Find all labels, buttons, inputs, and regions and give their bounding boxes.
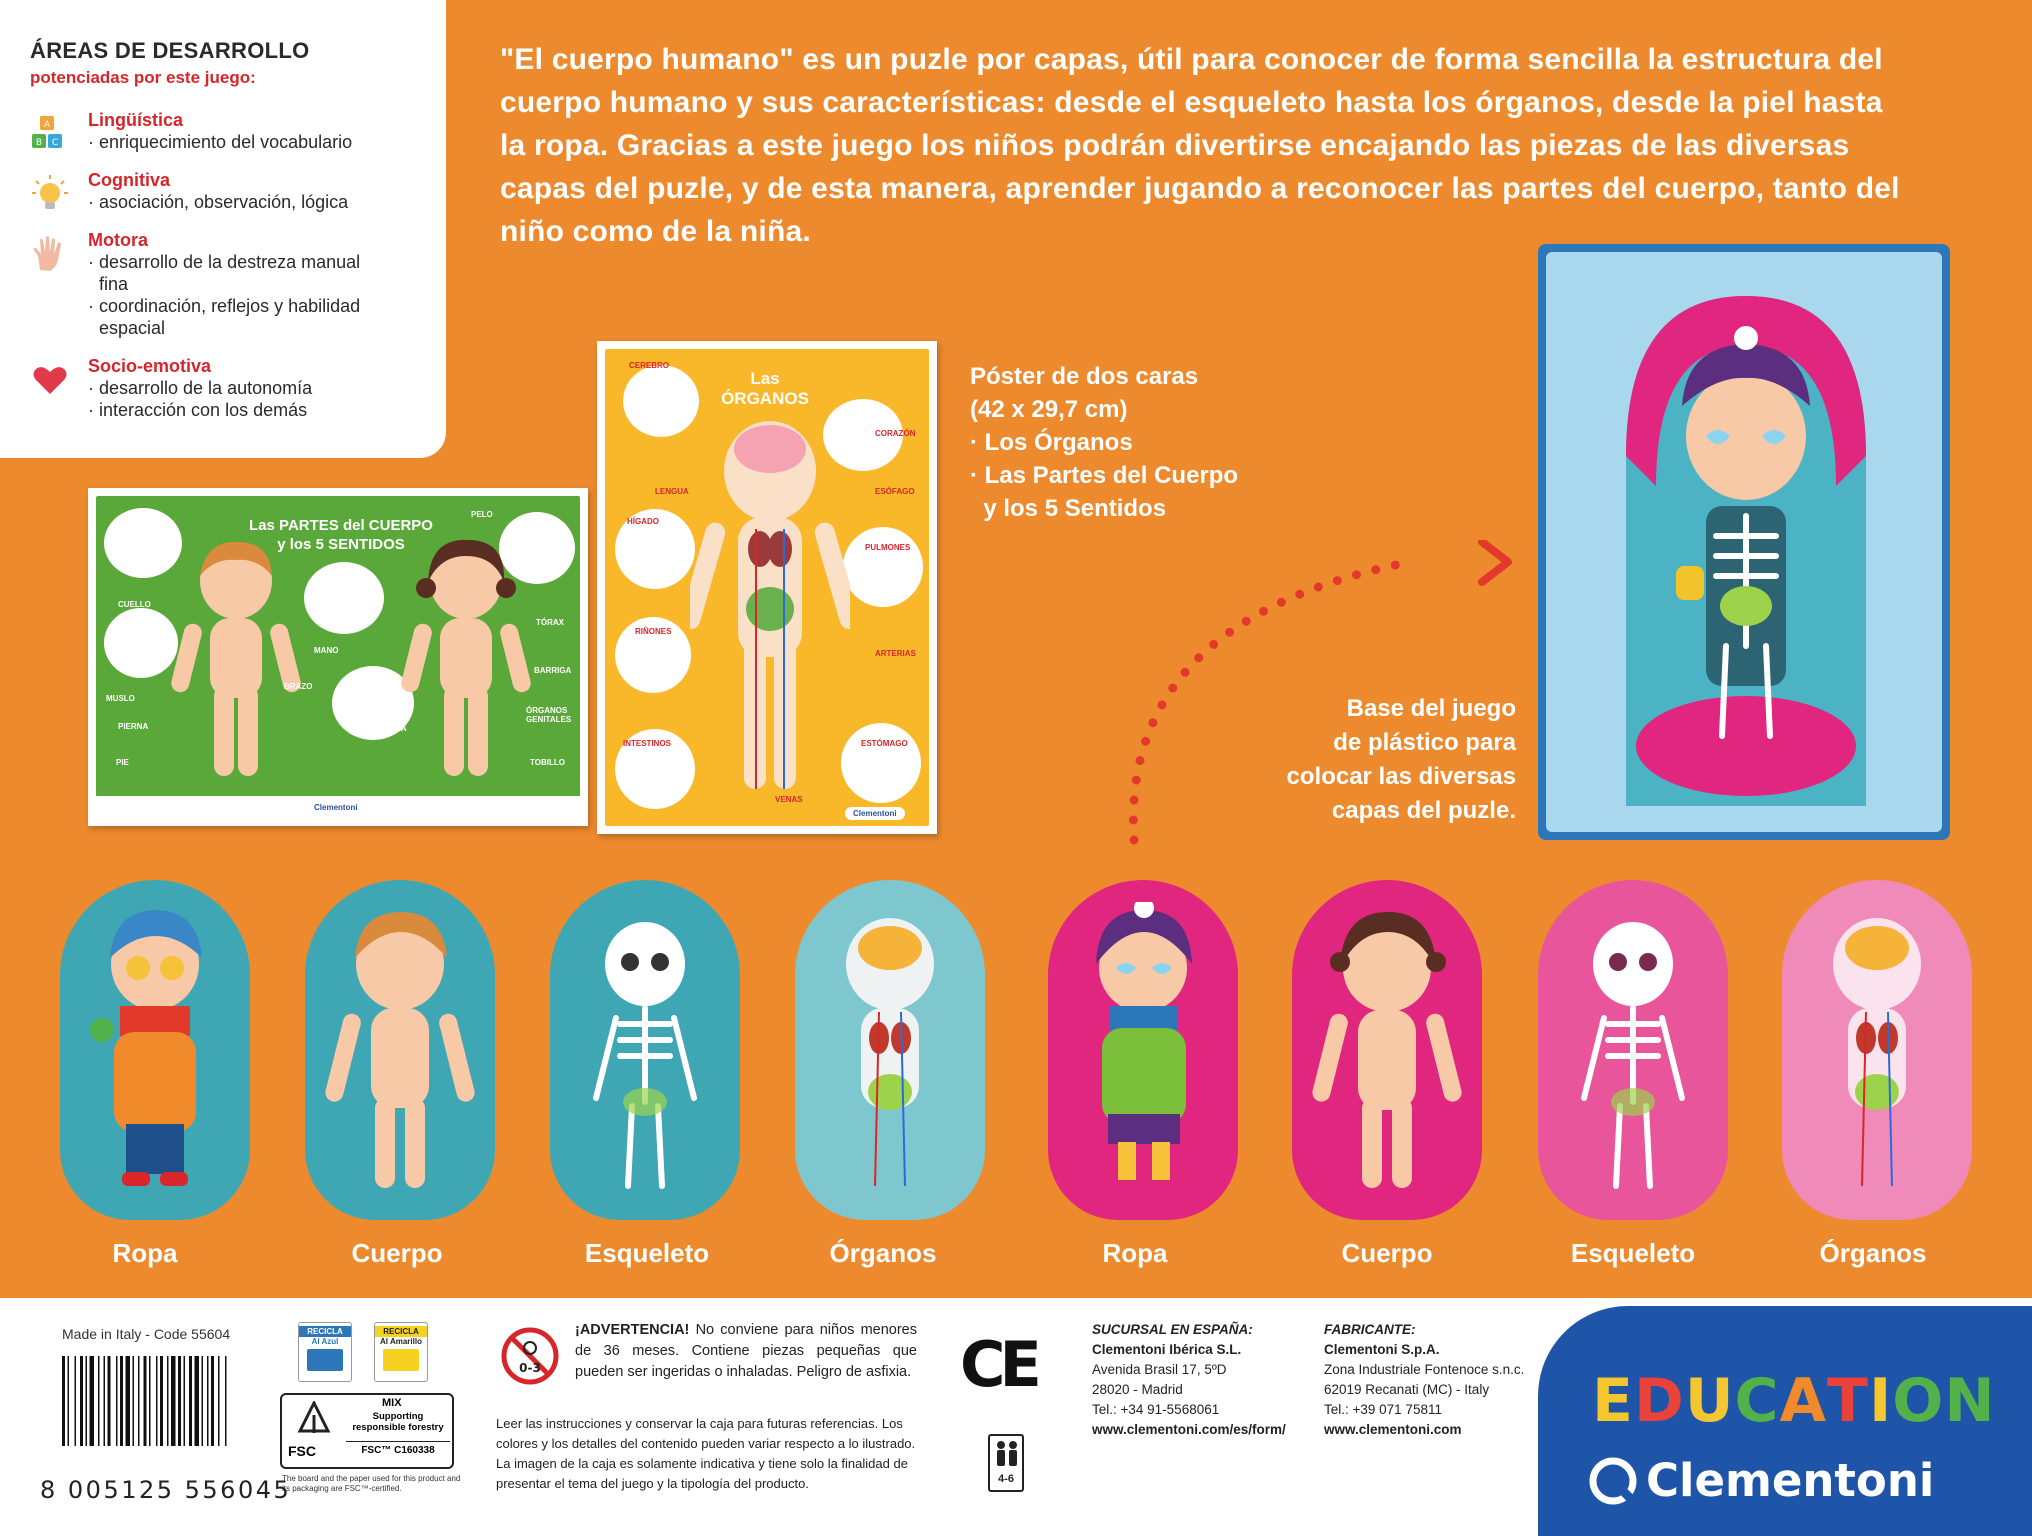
education-letter: N — [1944, 1366, 1996, 1436]
recycle-blue-label: RECICLA — [299, 1326, 351, 1337]
layer-figure — [60, 880, 250, 1220]
fsc-board-note: The board and the paper used for this product and its packaging are FSC™-certified. — [282, 1474, 461, 1493]
poster-description-line: (42 x 29,7 cm) — [970, 396, 1128, 423]
layer-label: Esqueleto — [1570, 1238, 1696, 1268]
poster-label: LENGUA — [655, 487, 689, 496]
footer — [0, 1298, 2032, 1536]
poster-description-line: · Las Partes del Cuerpo — [970, 462, 1239, 489]
spain-phone: Tel.: +34 91-5568061 — [1092, 1402, 1220, 1417]
boy-clothes-illustration — [80, 902, 230, 1202]
base-description-line: de plástico para — [1333, 729, 1516, 756]
barcode — [62, 1356, 242, 1446]
area-item: · desarrollo de la autonomía — [88, 378, 313, 398]
education-letter: A — [1779, 1366, 1828, 1436]
area-item: · coordinación, reflejos y habilidad — [88, 296, 361, 316]
poster-label: CEREBRO — [629, 361, 670, 370]
poster-description-line: y los 5 Sentidos — [970, 495, 1167, 522]
poster-green-surface — [96, 496, 580, 818]
base-description-line: Base del juego — [1346, 695, 1516, 722]
info-bubble — [841, 723, 921, 803]
clementoni-logo: Clementoni — [1646, 1454, 1935, 1507]
poster-description-line: · Los Órganos — [970, 429, 1133, 456]
area-item: · asociación, observación, lógica — [88, 192, 349, 212]
spain-web-link[interactable]: www.clementoni.com/es/form/ — [1092, 1422, 1286, 1437]
poster-yellow-brand: Clementoni — [845, 807, 905, 820]
base-description — [1200, 692, 1516, 828]
puzzle-base-tray — [1546, 252, 1942, 832]
poster-description — [970, 360, 1238, 525]
areas-title: ÁREAS DE DESARROLLO — [30, 38, 310, 63]
fsc-supporting: Supporting responsible forestry — [352, 1411, 444, 1433]
poster-label: PELO — [471, 510, 493, 519]
abc-blocks-icon — [30, 114, 70, 154]
heart-icon — [30, 360, 70, 400]
girl-skeleton-illustration — [1558, 902, 1708, 1202]
layer-label: Órganos — [829, 1238, 937, 1268]
poster-label: BRAZO — [284, 682, 313, 691]
poster-label: CORAZÓN — [875, 429, 916, 438]
layer-label: Esqueleto — [584, 1238, 710, 1268]
layer-label: Cuerpo — [351, 1238, 443, 1268]
poster-green-title-line: y los 5 SENTIDOS — [277, 536, 405, 553]
layer-label: Órganos — [1819, 1238, 1927, 1268]
fsc-badge — [280, 1393, 454, 1469]
poster-label: MUSLO — [106, 694, 135, 703]
area-linguistica — [30, 110, 446, 153]
arrow-head-icon — [1482, 542, 1508, 582]
spain-address: Avenida Brasil 17, 5ºD — [1092, 1362, 1227, 1377]
warning-body: No conviene para niños menores de 36 meses. Contiene piezas pequeñas que pueden ser ingeridas o inhaladas. Peligro de asfixia. — [575, 1322, 917, 1380]
intro-title: "El cuerpo humano" — [500, 43, 794, 76]
age-warning-icon — [500, 1326, 560, 1386]
ce-mark: CE — [960, 1328, 1036, 1401]
area-name: Cognitiva — [88, 170, 171, 190]
maker-heading: FABRICANTE: — [1324, 1322, 1416, 1337]
poster-label: INTESTINOS — [623, 739, 672, 748]
poster-green-title-line: Las PARTES del CUERPO — [249, 517, 433, 534]
poster-label: TOBILLO — [530, 758, 565, 767]
area-name: Motora — [88, 230, 148, 250]
maker-phone: Tel.: +39 071 75811 — [1324, 1402, 1442, 1417]
instructions-notice: Leer las instrucciones y conservar la caja para futuras referencias. Los colores y los detalles del contenido pueden variar respecto a lo ilustrado. La imagen de la caja es solamente indicativa y tiene solo la finalidad de presentar el tema del juego y la tipología del producto. — [496, 1416, 916, 1491]
education-letter: O — [1892, 1366, 1945, 1436]
recycle-yellow-label: RECICLA — [375, 1326, 427, 1337]
poster-label: MANO — [314, 646, 339, 655]
poster-label: PIE — [116, 758, 129, 767]
spain-heading: SUCURSAL EN ESPAÑA: — [1092, 1322, 1253, 1337]
education-letter: C — [1734, 1366, 1780, 1436]
recycle-bin-icon — [307, 1349, 343, 1371]
intro-paragraph — [500, 38, 1900, 253]
fsc-code: FSC™ C160338 — [346, 1441, 450, 1456]
boy-skeleton-illustration — [570, 902, 720, 1202]
warning-title: ¡ADVERTENCIA! — [575, 1322, 690, 1338]
puzzle-layers-row — [0, 880, 2032, 1280]
poster-green-brand: Clementoni — [306, 801, 366, 814]
info-bubble — [843, 527, 923, 607]
layer-label: Ropa — [112, 1238, 178, 1268]
recycle-blue-sub: Al Azul — [311, 1337, 339, 1346]
children-icon — [991, 1439, 1023, 1469]
poster-label: BARRIGA — [534, 666, 572, 675]
poster-body-parts — [88, 488, 588, 826]
svg-text:B: B — [35, 138, 43, 148]
education-letter: I — [1868, 1366, 1893, 1436]
poster-yellow-title: Las ÓRGANOS — [721, 369, 809, 408]
area-item: · interacción con los demás — [88, 400, 308, 420]
barcode-number: 8 005125 556045 — [40, 1476, 292, 1504]
layer-figure — [550, 880, 740, 1220]
lightbulb-icon — [30, 174, 70, 214]
education-logo — [1592, 1366, 1996, 1436]
svg-text:C: C — [51, 138, 59, 148]
area-item: · enriquecimiento del vocabulario — [88, 132, 353, 152]
poster-label: HÍGADO — [627, 517, 659, 526]
intro-text: es un puzle por capas, útil para conocer de forma sencilla la estructura del cuerpo humano y sus características: desde el esqueleto hasta los órganos, desde la piel hasta la ropa. Gracias a este juego los niños podrán divertirse encajando las piezas de las diversas capas del puzle, y de esta manera, aprender jugando a reconocer las partes del cuerpo, tanto del niño como de la niña. — [500, 43, 1900, 248]
fsc-mix: MIX — [382, 1397, 402, 1409]
area-cognitiva — [30, 170, 446, 213]
recycle-yellow-badge — [374, 1322, 428, 1382]
info-bubble — [623, 365, 699, 437]
recycle-blue-badge — [298, 1322, 352, 1382]
layer-figure — [305, 880, 495, 1220]
poster-description-line: Póster de dos caras — [970, 363, 1199, 390]
poster-yellow-surface — [605, 349, 929, 826]
education-brand-panel — [1538, 1306, 2032, 1536]
girl-organs-illustration — [1802, 902, 1952, 1202]
poster-label: CUELLO — [118, 600, 151, 609]
education-letter: T — [1827, 1366, 1869, 1436]
girl-body-illustration — [1312, 902, 1462, 1202]
poster-label: VENAS — [775, 795, 803, 804]
area-item: fina — [99, 274, 129, 294]
info-bubble — [304, 562, 384, 634]
poster-label: PULMONES — [865, 543, 911, 552]
age-range-text: 4-6 — [998, 1473, 1014, 1485]
made-in-label: Made in Italy - Code 55604 — [62, 1326, 231, 1342]
layer-label: Ropa — [1102, 1238, 1168, 1268]
maker-company: Clementoni S.p.A. — [1324, 1342, 1440, 1357]
boy-body-illustration — [325, 902, 475, 1202]
recycle-bin-icon — [383, 1349, 419, 1371]
manufacturer-contact — [1324, 1320, 1524, 1440]
layer-figure — [1292, 880, 1482, 1220]
poster-label: RIÑONES — [635, 627, 672, 636]
development-areas-panel — [0, 0, 446, 458]
hand-icon — [30, 234, 70, 274]
svg-text:A: A — [43, 120, 51, 130]
recycle-yellow-sub: Al Amarillo — [380, 1337, 422, 1346]
poster-label: ARTERIAS — [875, 649, 916, 658]
area-motora — [30, 230, 446, 339]
spain-city: 28020 - Madrid — [1092, 1382, 1183, 1397]
spain-branch-contact — [1092, 1320, 1286, 1440]
clementoni-logo-icon — [1588, 1456, 1638, 1506]
maker-address: Zona Industriale Fontenoce s.n.c. — [1324, 1362, 1525, 1377]
poster-label: ÓRGANOS GENITALES — [526, 706, 572, 724]
layer-figure — [1048, 880, 1238, 1220]
maker-city: 62019 Recanati (MC) - Italy — [1324, 1382, 1490, 1397]
child-organs-illustration — [690, 409, 850, 809]
fsc-label: FSC — [288, 1443, 316, 1459]
education-letter: U — [1684, 1366, 1735, 1436]
layer-label: Cuerpo — [1341, 1238, 1433, 1268]
poster-label: TÓRAX — [536, 618, 564, 627]
spain-company: Clementoni Ibérica S.L. — [1092, 1342, 1242, 1357]
poster-label: PIERNA — [118, 722, 149, 731]
boy-illustration — [166, 536, 306, 786]
layer-figure — [795, 880, 985, 1220]
layer-figure — [1538, 880, 1728, 1220]
base-description-line: capas del puzle. — [1331, 797, 1516, 824]
girl-clothes-illustration — [1068, 902, 1218, 1202]
area-item: espacial — [99, 318, 166, 338]
base-description-line: colocar las diversas — [1286, 763, 1516, 790]
maker-web-link[interactable]: www.clementoni.com — [1324, 1422, 1462, 1437]
fsc-tree-icon — [294, 1401, 334, 1435]
area-item: · desarrollo de la destreza manual — [88, 252, 361, 272]
girl-puzzle-illustration — [1586, 286, 1906, 816]
poster-organs — [597, 341, 937, 834]
area-socio-emotiva — [30, 356, 446, 421]
puzzle-base-photo — [1538, 244, 1950, 840]
warning-text — [575, 1320, 917, 1383]
age-warning-text: 0-3 — [519, 1361, 541, 1375]
boy-organs-illustration — [815, 902, 965, 1202]
poster-label: ESÓFAGO — [875, 487, 915, 496]
poster-label: ESTÓMAGO — [861, 739, 908, 748]
girl-illustration — [396, 536, 536, 786]
poster-label: RODILLA — [371, 724, 407, 733]
education-letter: E — [1592, 1366, 1634, 1436]
areas-subtitle: potenciadas por este juego: — [30, 68, 256, 87]
area-name: Lingüística — [88, 110, 184, 130]
layer-figure — [1782, 880, 1972, 1220]
education-letter: D — [1634, 1366, 1685, 1436]
area-name: Socio-emotiva — [88, 356, 212, 376]
